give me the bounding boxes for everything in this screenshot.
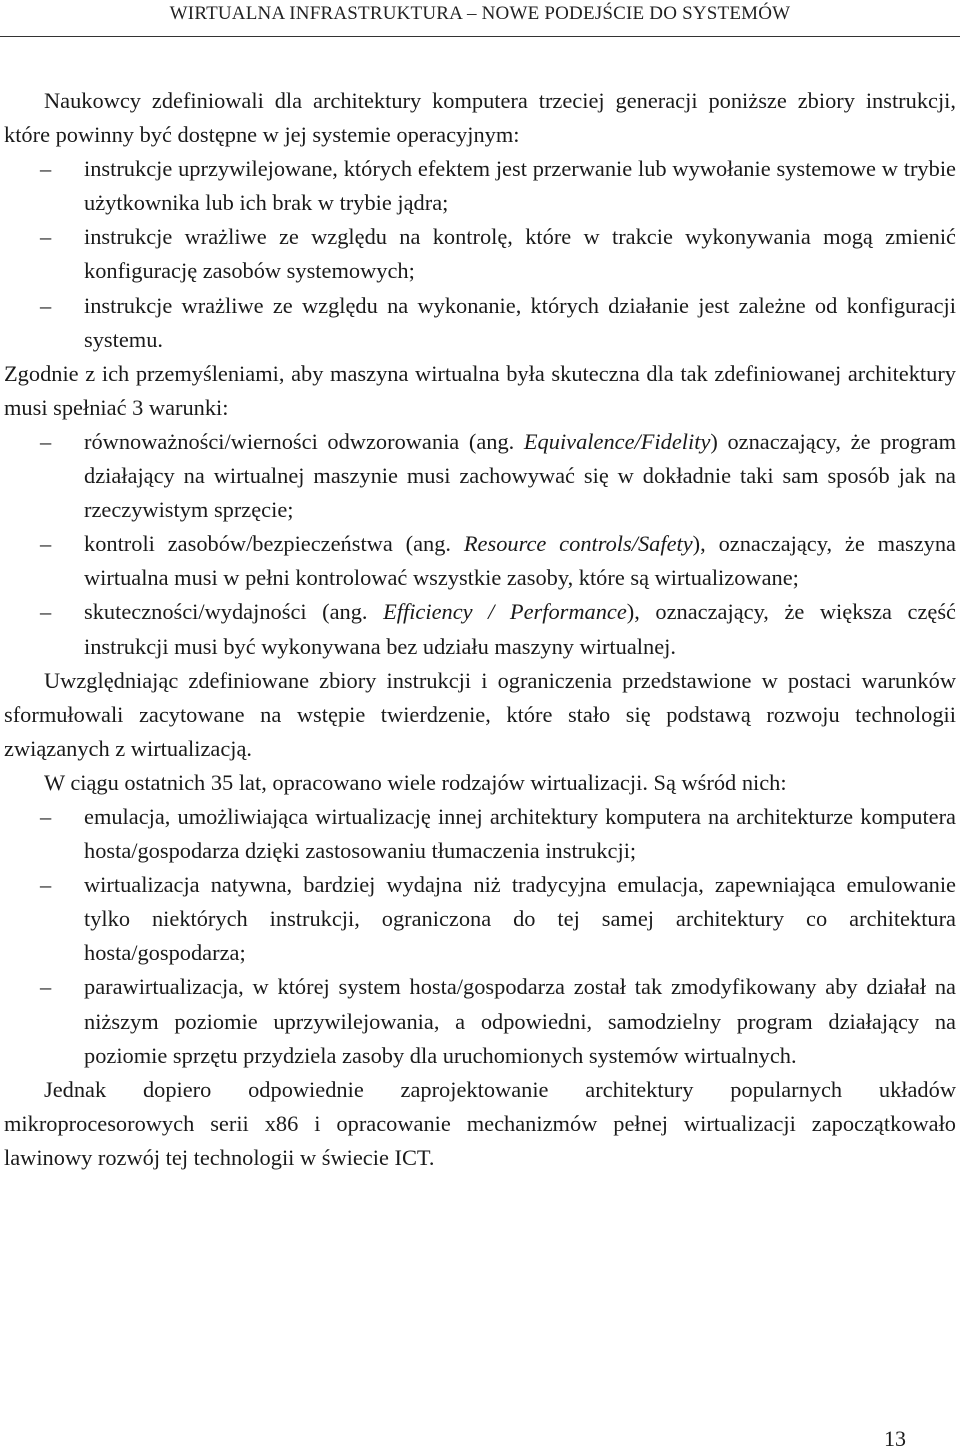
- list-item-text: ), oznaczający, że maszyna wirtualna musi w pełni kontrolować wszystkie zasoby, które są wirtualizowane;: [84, 531, 956, 591]
- running-header: WIRTUALNA INFRASTRUKTURA – NOWE PODEJŚCIE DO SYSTEMÓW: [169, 3, 791, 24]
- list-item-text: równoważności/wierności odwzorowania (ang.: [84, 428, 524, 454]
- paragraph-intro: Naukowcy zdefiniowali dla architektury komputera trzeciej generacji poniższe zbiory instrukcji, które powinny być dostępne w jej systemie operacyjnym:: [4, 88, 956, 148]
- instruction-sets-list: [4, 152, 956, 357]
- list-dash: –: [40, 292, 52, 318]
- list-item: [4, 289, 956, 357]
- list-item-text: skuteczności/wydajności (ang.: [84, 599, 384, 625]
- list-dash: –: [40, 224, 52, 250]
- paragraph-types-intro: W ciągu ostatnich 35 lat, opracowano wiele rodzajów wirtualizacji. Są wśród nich:: [44, 769, 787, 795]
- list-dash: –: [40, 156, 52, 182]
- page-number: 13: [884, 1426, 906, 1451]
- list-item-text: emulacja, umożliwiająca wirtualizację innej architektury komputera na architekturze komputera hosta/gospodarza dzięki zastosowaniu tłumaczenia instrukcji;: [84, 803, 956, 864]
- list-item-text: instrukcje uprzywilejowane, których efektem jest przerwanie lub wywołanie systemowe w trybie użytkownika lub ich brak w trybie jądra;: [84, 156, 956, 216]
- conditions-list: [4, 425, 956, 664]
- list-dash: –: [40, 803, 52, 829]
- list-item: [4, 595, 956, 663]
- list-dash: –: [40, 974, 52, 1000]
- english-term: Efficiency / Performance: [383, 599, 627, 625]
- paragraph-theorem: Uwzględniając zdefiniowane zbiory instrukcji i ograniczenia przedstawione w postaci warunków sformułowali zacytowane na wstępie twierdzenie, które stało się podstawą rozwoju technologii związanych z wirtualizacją.: [4, 667, 956, 761]
- list-dash: –: [40, 428, 52, 454]
- list-item: [4, 527, 956, 595]
- list-item: [4, 868, 956, 970]
- list-dash: –: [40, 599, 52, 625]
- header-rule: [0, 36, 960, 37]
- english-term: Equivalence/Fidelity: [523, 428, 711, 454]
- list-dash: –: [40, 872, 52, 898]
- list-item-text: ), oznaczający, że większa część instrukcji musi być wykonywana bez udziału maszyny wirtualnej.: [84, 599, 956, 659]
- list-item-text: ) oznaczający, że program działający na wirtualnej maszynie musi zachowywać się w dokładnie taki sam sposób jak na rzeczywistym sprzęcie;: [84, 428, 956, 523]
- virtualization-types-list: [4, 800, 956, 1073]
- list-dash: –: [40, 531, 52, 557]
- english-term: Resource controls/Safety: [463, 531, 693, 557]
- list-item-text: instrukcje wrażliwe ze względu na wykonanie, których działanie jest zależne od konfiguracji systemu.: [84, 292, 956, 352]
- paragraph-conclusion: Jednak dopiero odpowiednie zaprojektowanie architektury popularnych układów mikroprocesorowych serii x86 i opracowanie mechanizmów pełnej wirtualizacji zapoczątkowało lawinowy rozwój tej technologii w świecie ICT.: [4, 1076, 956, 1170]
- list-item: [4, 425, 956, 527]
- list-item-text: instrukcje wrażliwe ze względu na kontrolę, które w trakcie wykonywania mogą zmienić konfigurację zasobów systemowych;: [84, 224, 956, 284]
- paragraph-conditions: Zgodnie z ich przemyśleniami, aby maszyna wirtualna była skuteczna dla tak zdefiniowanej architektury musi spełniać 3 warunki:: [4, 360, 956, 420]
- list-item: [4, 220, 956, 288]
- list-item-text: wirtualizacja natywna, bardziej wydajna niż tradycyjna emulacja, zapewniająca emulowanie tylko niektórych instrukcji, ograniczona do tej samej architektury co architektura hosta/gospodarza;: [84, 872, 956, 966]
- list-item: [4, 152, 956, 220]
- list-item: [4, 970, 956, 1072]
- list-item: [4, 800, 956, 868]
- list-item-text: parawirtualizacja, w której system hosta/gospodarza został tak zmodyfikowany aby działał na niższym poziomie uprzywilejowania, a odpowiedni, samodzielny program działający na poziomie sprzętu przydziela zasoby dla uruchomionych systemów wirtualnych.: [84, 974, 956, 1068]
- body-text: [4, 84, 956, 1175]
- list-item-text: kontroli zasobów/bezpieczeństwa (ang.: [84, 531, 464, 557]
